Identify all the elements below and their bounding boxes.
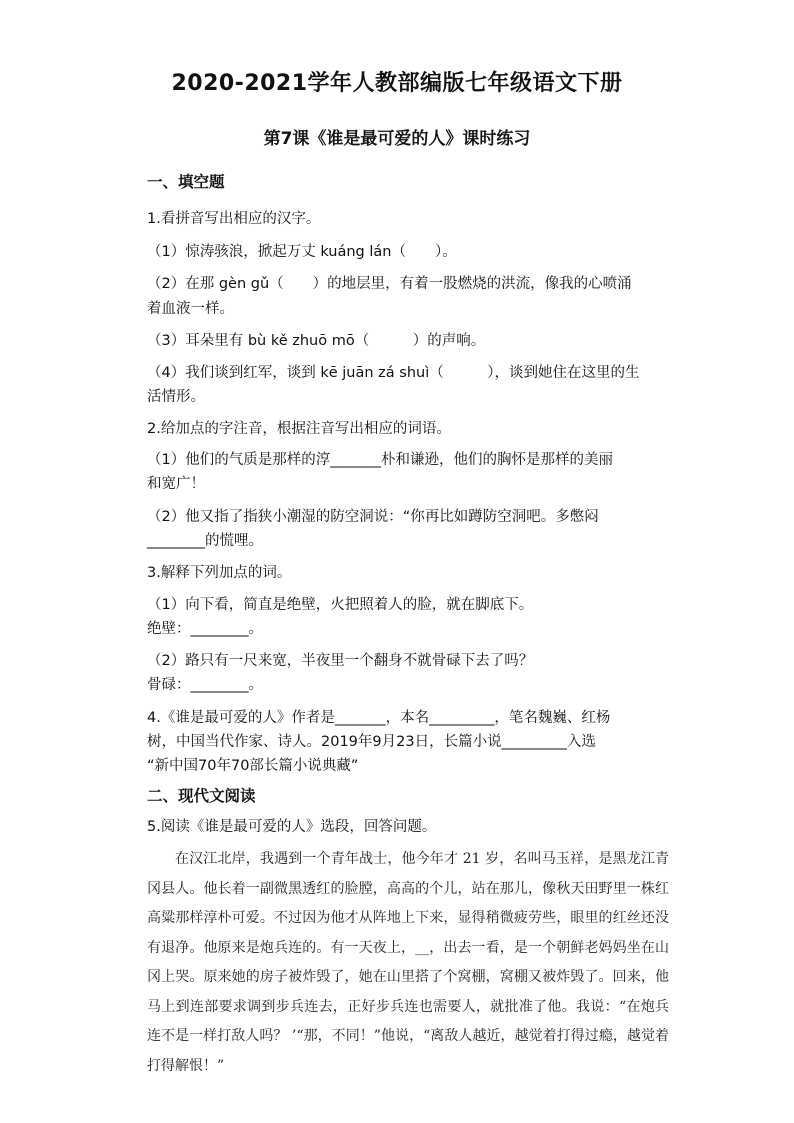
question-2-stem: 2.给加点的字注音，根据注音写出相应的词语。 xyxy=(147,421,451,437)
question-3-answer-line: 骨碌：________。 xyxy=(147,677,263,693)
question-4-line: “新中国70年70部长篇小说典藏” xyxy=(147,758,359,774)
question-1-stem: 1.看拼音写出相应的汉字。 xyxy=(147,211,321,227)
document-title: 2020-2021学年人教部编版七年级语文下册 xyxy=(171,71,623,96)
question-1-item: （1）惊涛骇浪，掀起万丈 kuáng lán（ ）。 xyxy=(147,244,457,260)
question-4-line: 树，中国当代作家、诗人。2019年9月23日，长篇小说_________入选 xyxy=(147,734,596,750)
passage-paragraph: 在汉江北岸，我遇到一个青年战士，他今年才 21 岁，名叫马玉祥，是黑龙江青冈县人。他长着一副微黑透红的脸膛，高高的个儿，站在那儿，像秋天田野里一株红高粱那样淳朴可爱。不过因为他才从阵地上下来，显得稍微疲劳些，眼里的红丝还没有退净。他原来是炮兵连的。有一天夜上，__，出去一看，是一个朝鲜老妈妈坐在山冈上哭。原来她的房子被炸毁了，她在山里搭了个窝棚，窝棚又被炸毁了。回来，他马上到连部要求调到步兵连去，正好步兵连也需要人，就批准了他。我说：“在炮兵连不是一样打敌人吗？ ’“那，不同！”他说，“离敌人越近，越觉着打得过瘾，越觉着打得解恨！” xyxy=(147,851,669,1074)
lesson-subtitle: 第7课《谁是最可爱的人》课时练习 xyxy=(263,129,531,149)
section-heading-fill-blank: 一、填空题 xyxy=(147,173,225,191)
question-5-stem: 5.阅读《谁是最可爱的人》选段，回答问题。 xyxy=(147,819,437,835)
question-3-stem: 3.解释下列加点的词。 xyxy=(147,565,292,581)
question-2-item: （1）他们的气质是那样的淳_______朴和谦逊，他们的胸怀是那样的美丽 xyxy=(147,452,613,468)
question-1-item: （3）耳朵里有 bù kě zhuō mō（ ）的声响。 xyxy=(147,333,486,349)
question-2-item: （2）他又指了指狭小潮湿的防空洞说：“你再比如蹲防空洞吧。多憋闷 xyxy=(147,509,599,525)
question-1-item-continued: 活情形。 xyxy=(147,389,205,405)
question-3-item: （2）路只有一尺来宽，半夜里一个翻身不就骨碌下去了吗？ xyxy=(147,653,534,669)
question-2-item-continued: 和宽广！ xyxy=(147,476,205,492)
question-3-item: （1）向下看，简直是绝壁，火把照着人的脸，就在脚底下。 xyxy=(147,597,534,613)
question-1-item: （2）在那 gèn gǔ（ ）的地层里，有着一股燃烧的洪流，像我的心喷涌 xyxy=(147,276,632,292)
reading-passage xyxy=(147,845,669,1081)
question-2-item-continued: ________的慌哩。 xyxy=(147,533,263,549)
question-1-item-continued: 着血液一样。 xyxy=(147,301,234,317)
question-1-item: （4）我们谈到红军，谈到 kē juān zá shuì（ ），谈到她住在这里的生 xyxy=(147,365,640,381)
section-heading-reading: 二、现代文阅读 xyxy=(147,787,256,805)
question-3-answer-line: 绝壁：________。 xyxy=(147,621,263,637)
question-4-line: 4.《谁是最可爱的人》作者是_______，本名_________，笔名魏巍、红杨 xyxy=(147,710,611,726)
